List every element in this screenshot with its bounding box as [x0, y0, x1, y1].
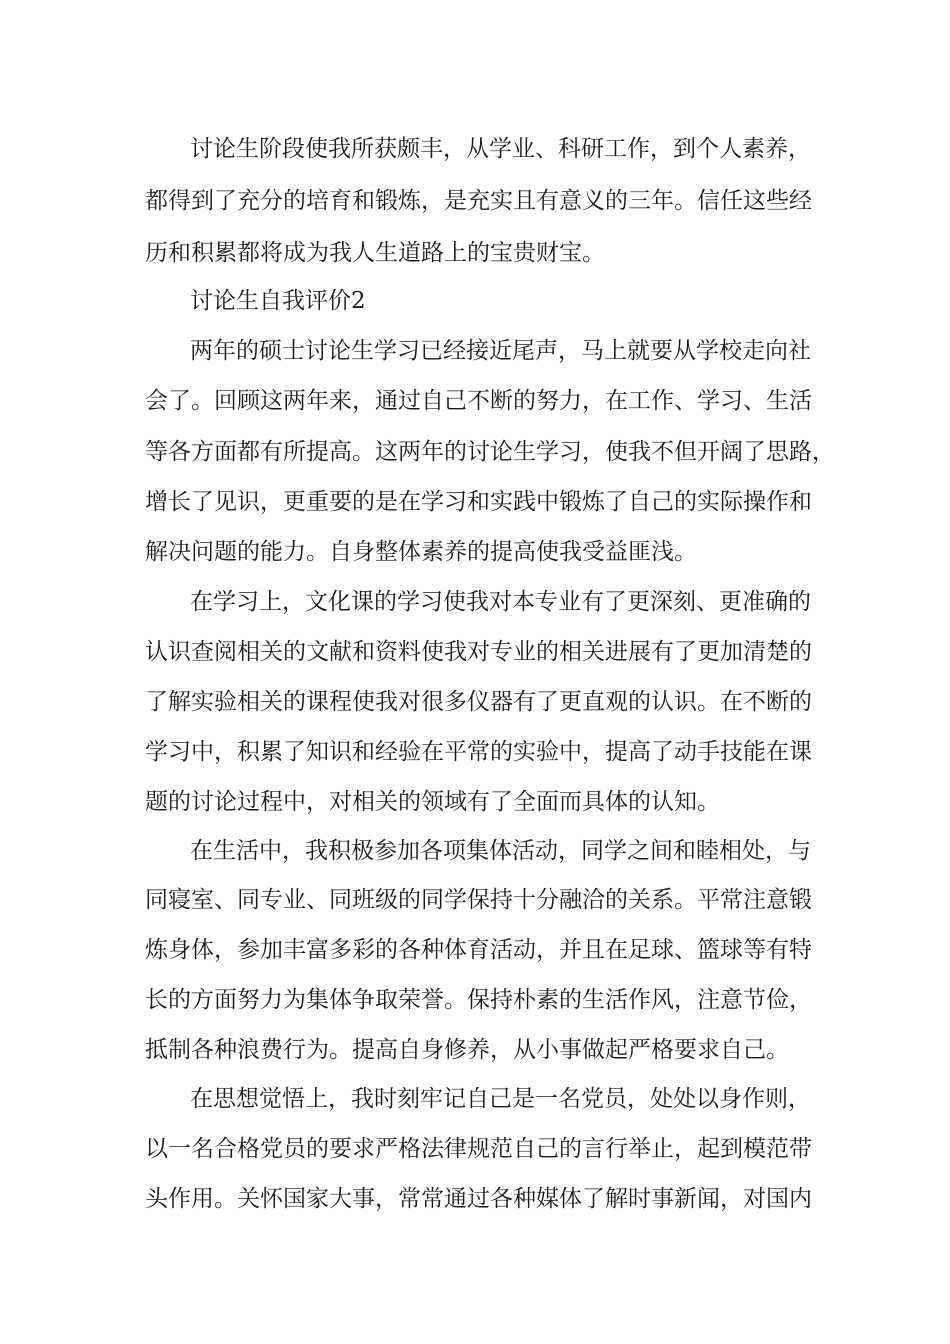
- paragraph-4-line-2: 同寝室、同专业、同班级的同学保持十分融洽的关系。平常注意锻: [145, 887, 812, 913]
- paragraph-2-line-2: 会了。回顾这两年来，通过自己不断的努力，在工作、学习、生活: [145, 388, 812, 414]
- paragraph-3-line-3: 了解实验相关的课程使我对很多仪器有了更直观的认识。在不断的: [145, 689, 812, 715]
- paragraph-4-line-5: 抵制各种浪费行为。提高自身修养，从小事做起严格要求自己。: [145, 1037, 789, 1063]
- paragraph-1-line-1: 讨论生阶段使我所获颇丰，从学业、科研工作，到个人素养，: [190, 136, 811, 162]
- paragraph-3-line-4: 学习中，积累了知识和经验在平常的实验中，提高了动手技能在课: [145, 739, 812, 765]
- paragraph-5-line-2: 以一名合格党员的要求严格法律规范自己的言行举止，起到模范带: [145, 1136, 812, 1162]
- paragraph-2-line-1: 两年的硕士讨论生学习已经接近尾声，马上就要从学校走向社: [190, 338, 811, 364]
- paragraph-2-line-3: 等各方面都有所提高。这两年的讨论生学习，使我不但开阔了思路，: [145, 439, 835, 465]
- paragraph-2-line-4: 增长了见识，更重要的是在学习和实践中锻炼了自己的实际操作和: [145, 489, 812, 515]
- paragraph-3-line-1: 在学习上，文化课的学习使我对本专业有了更深刻、更准确的: [190, 589, 811, 615]
- paragraph-5-line-3: 头作用。关怀国家大事，常常通过各种媒体了解时事新闻，对国内: [145, 1186, 812, 1212]
- paragraph-4-line-3: 炼身体，参加丰富多彩的各种体育活动，并且在足球、篮球等有特: [145, 937, 812, 963]
- paragraph-3-line-2: 认识查阅相关的文献和资料使我对专业的相关进展有了更加清楚的: [145, 639, 812, 665]
- paragraph-4-line-1: 在生活中，我积极参加各项集体活动，同学之间和睦相处，与: [190, 838, 811, 864]
- paragraph-3-line-5: 题的讨论过程中，对相关的领域有了全面而具体的认知。: [145, 789, 720, 815]
- paragraph-2-line-5: 解决问题的能力。自身整体素养的提高使我受益匪浅。: [145, 539, 697, 565]
- paragraph-4-line-4: 长的方面努力为集体争取荣誉。保持朴素的生活作风，注意节俭，: [145, 987, 812, 1013]
- paragraph-5-line-1: 在思想觉悟上，我时刻牢记自己是一名党员，处处以身作则，: [190, 1086, 811, 1112]
- paragraph-1-line-2: 都得到了充分的培育和锻炼，是充实且有意义的三年。信任这些经: [145, 188, 812, 214]
- section-heading: 讨论生自我评价2: [190, 288, 366, 314]
- paragraph-1-line-3: 历和积累都将成为我人生道路上的宝贵财宝。: [145, 240, 605, 266]
